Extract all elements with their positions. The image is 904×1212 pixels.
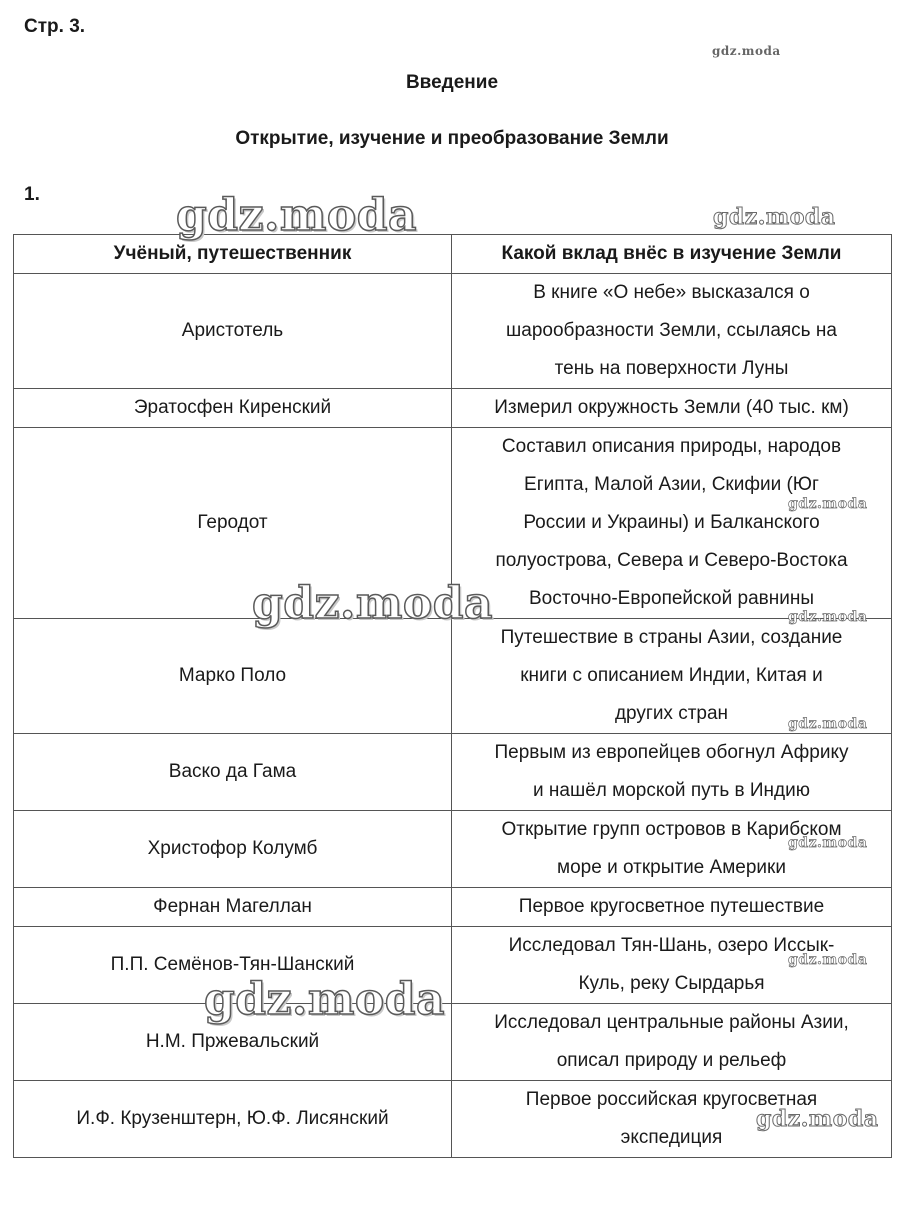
contribution-cell xyxy=(452,1004,892,1081)
contribution-line: Измерил окружность Земли (40 тыс. км) xyxy=(494,397,849,418)
contribution-line: Исследовал центральные районы Азии, xyxy=(494,1012,849,1033)
contribution-line: Путешествие в страны Азии, создание xyxy=(500,627,843,648)
contribution-line: экспедиция xyxy=(620,1127,723,1148)
contribution-cell xyxy=(452,428,892,619)
scientists-table xyxy=(13,234,892,1158)
scientist-name: Васко да Гама xyxy=(14,734,452,811)
contribution-cell xyxy=(452,619,892,734)
contribution-line: Исследовал Тян-Шань, озеро Иссык- xyxy=(508,935,835,956)
contribution-line: Первое кругосветное путешествие xyxy=(518,896,825,917)
contribution-line: Первое российская кругосветная xyxy=(525,1089,818,1110)
scientist-name: И.Ф. Крузенштерн, Ю.Ф. Лисянский xyxy=(14,1081,452,1158)
watermark: gdz.moda xyxy=(712,44,781,58)
watermark: gdz.moda xyxy=(788,952,868,968)
watermark: gdz.moda xyxy=(756,1106,879,1132)
watermark: gdz.moda xyxy=(713,204,836,230)
contribution-cell xyxy=(452,389,892,428)
watermark: gdz.moda xyxy=(788,496,868,512)
scientist-name: Геродот xyxy=(14,428,452,619)
table-row xyxy=(14,811,892,888)
contribution-line: и нашёл морской путь в Индию xyxy=(533,780,810,801)
contribution-cell xyxy=(452,927,892,1004)
watermark: gdz.moda xyxy=(252,578,494,629)
table-row xyxy=(14,888,892,927)
page-title: Введение xyxy=(405,72,499,93)
contribution-line: Египта, Малой Азии, Скифии (Юг xyxy=(524,474,819,495)
task-number: 1. xyxy=(24,184,40,205)
contribution-line: море и открытие Америки xyxy=(557,857,786,878)
header-contribution: Какой вклад внёс в изучение Земли xyxy=(452,235,892,274)
page-label: Стр. 3. xyxy=(24,16,86,37)
contribution-line: тень на поверхности Луны xyxy=(554,358,789,379)
contribution-cell xyxy=(452,274,892,389)
scientist-name: Марко Поло xyxy=(14,619,452,734)
contribution-line: полуострова, Севера и Северо-Востока xyxy=(495,550,848,571)
contribution-line: Открытие групп островов в Карибском xyxy=(501,819,842,840)
scientist-name: Христофор Колумб xyxy=(14,811,452,888)
watermark: gdz.moda xyxy=(204,974,446,1025)
scientist-name: П.П. Семёнов-Тян-Шанский xyxy=(14,927,452,1004)
table-header-row xyxy=(14,235,892,274)
table-row xyxy=(14,734,892,811)
table-row xyxy=(14,927,892,1004)
table-row xyxy=(14,274,892,389)
contribution-line: России и Украины) и Балканского xyxy=(523,512,820,533)
contribution-cell xyxy=(452,734,892,811)
contribution-line: Куль, реку Сырдарья xyxy=(578,973,765,994)
scientist-name: Н.М. Пржевальский xyxy=(14,1004,452,1081)
watermark: gdz.moda xyxy=(788,835,868,851)
scientist-name: Аристотель xyxy=(14,274,452,389)
watermark: gdz.moda xyxy=(788,716,868,732)
contribution-line: описал природу и рельеф xyxy=(556,1050,787,1071)
contribution-cell xyxy=(452,811,892,888)
table-row xyxy=(14,619,892,734)
contribution-line: других стран xyxy=(614,703,729,724)
watermark: gdz.moda xyxy=(788,609,868,625)
contribution-line: шарообразности Земли, ссылаясь на xyxy=(506,320,837,341)
table-row xyxy=(14,428,892,619)
contribution-cell xyxy=(452,888,892,927)
scientist-name: Эратосфен Киренский xyxy=(14,389,452,428)
watermark: gdz.moda xyxy=(176,190,418,241)
table-row xyxy=(14,1081,892,1158)
contribution-line: Составил описания природы, народов xyxy=(501,436,842,457)
header-scientist: Учёный, путешественник xyxy=(14,235,452,274)
contribution-line: Восточно-Европейской равнины xyxy=(529,588,814,609)
table-row xyxy=(14,389,892,428)
contribution-line: книги с описанием Индии, Китая и xyxy=(520,665,823,686)
scientist-name: Фернан Магеллан xyxy=(14,888,452,927)
contribution-line: Первым из европейцев обогнул Африку xyxy=(494,742,849,763)
table-row xyxy=(14,1004,892,1081)
contribution-cell xyxy=(452,1081,892,1158)
section-subtitle: Открытие, изучение и преобразование Земли xyxy=(235,128,669,149)
contribution-line: В книге «О небе» высказался о xyxy=(533,282,810,303)
